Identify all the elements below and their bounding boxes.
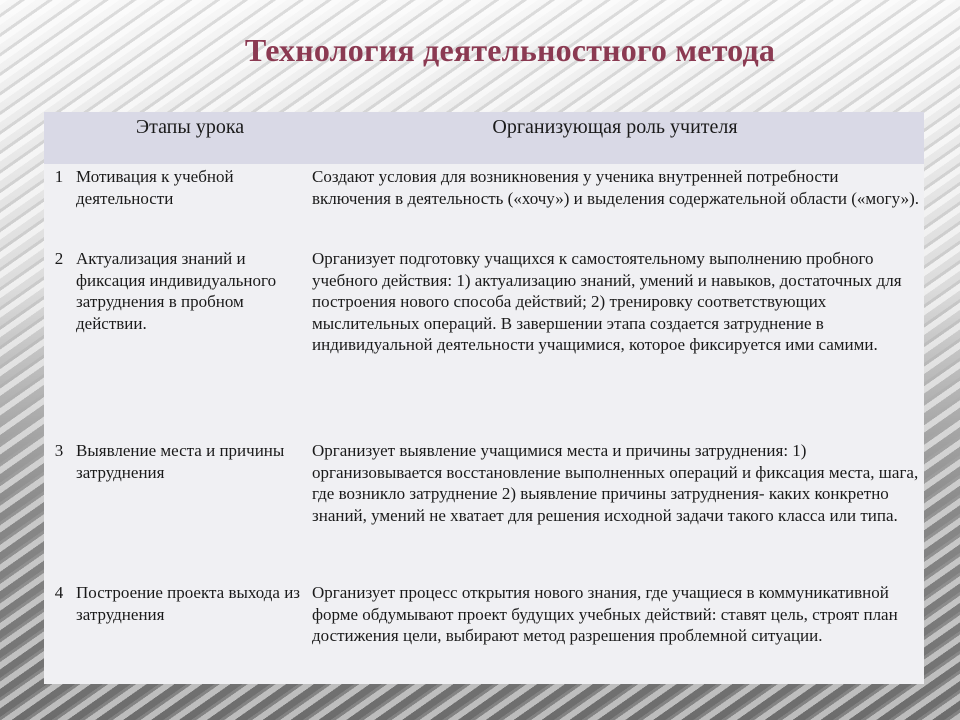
role-cell: Создают условия для возникновения у ученика внутренней потребности включения в деятельность («хочу») и выделения содержательной области («могу»).: [312, 167, 919, 208]
table-row: [44, 164, 924, 246]
table-row: [44, 580, 924, 692]
stage-cell: Построение проекта выхода из затруднения: [76, 583, 301, 624]
stage-cell: Актуализация знаний и фиксация индивидуального затруднения в пробном действии.: [76, 249, 277, 333]
method-table: [44, 112, 924, 684]
row-number: 1: [54, 167, 64, 186]
row-number: 3: [54, 441, 64, 460]
header-stages: Этапы урока: [135, 116, 245, 138]
row-number: 4: [54, 583, 64, 602]
stage-cell: Мотивация к учебной деятельности: [76, 167, 234, 208]
row-number: 2: [54, 249, 64, 268]
slide-title: Технология деятельностного метода: [244, 32, 776, 68]
table-header-row: [44, 112, 924, 164]
table-row: [44, 246, 924, 438]
header-teacher-role: Организующая роль учителя: [492, 116, 738, 138]
table-row: [44, 438, 924, 580]
role-cell: Организует процесс открытия нового знания, где учащиеся в коммуникативной форме обдумывают проект будущих учебных действий: ставят цель, строят план достижения цели, выбирают метод разрешения проблемной ситуации.: [312, 583, 898, 645]
stage-cell: Выявление места и причины затруднения: [76, 441, 285, 482]
role-cell: Организует подготовку учащихся к самостоятельному выполнению пробного учебного действия: 1) актуализацию знаний, умений и навыков, достаточных для построения нового способа действий; 2) тренировку соответствующих мыслительных операций. В завершении этапа создается затруднение в индивидуальной деятельности учащимися, которое фиксируется ими самими.: [312, 249, 902, 354]
header-number: [44, 112, 74, 164]
role-cell: Организует выявление учащимися места и причины затруднения: 1) организовывается восстановление выполненных операций и фиксация места, шага, где возникло затруднение 2) выявление причины затруднения- каких конкретно знаний, умений не хватает для решения исходной задачи такого класса или типа.: [312, 441, 919, 525]
